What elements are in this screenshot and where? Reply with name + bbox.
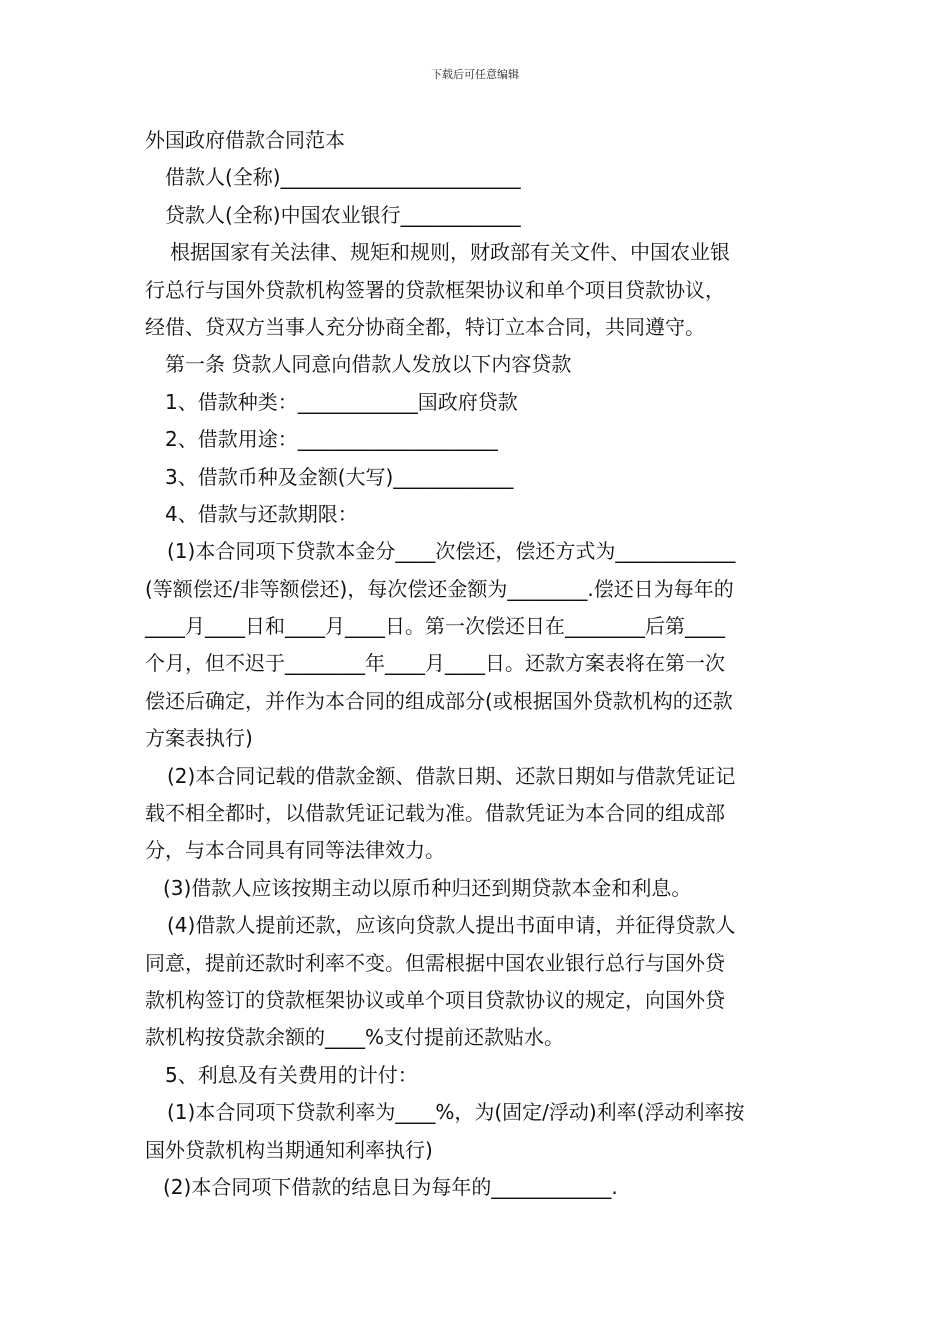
page-header: 下载后可任意编辑 [431, 68, 519, 81]
paragraph-line: (2)本合同项下借款的结息日为每年的____________. [163, 1174, 618, 1199]
paragraph-line: 国外贷款机构当期通知利率执行) [145, 1137, 433, 1162]
paragraph-line: 款机构签订的贷款框架协议或单个项目贷款协议的规定，向国外贷 [145, 987, 725, 1012]
paragraph-line: 根据国家有关法律、规矩和规则，财政部有关文件、中国农业银 [170, 240, 730, 265]
document-title: 外国政府借款合同范本 [145, 128, 345, 152]
paragraph-line: 行总行与国外贷款机构签署的贷款框架协议和单个项目贷款协议， [145, 277, 725, 302]
paragraph-line: (3)借款人应该按期主动以原币种归还到期贷款本金和利息。 [163, 875, 692, 900]
paragraph-line: 款机构按贷款余额的____%支付提前还款贴水。 [145, 1025, 565, 1050]
paragraph-line: 方案表执行) [145, 726, 253, 751]
paragraph-line: (1)本合同项下贷款利率为____%，为(固定/浮动)利率(浮动利率按 [167, 1100, 745, 1125]
list-item: 2、借款用途：____________________ [165, 427, 498, 452]
lender-line: 贷款人(全称)中国农业银行____________ [165, 202, 521, 227]
paragraph-line: 经借、贷双方当事人充分协商全都，特订立本合同，共同遵守。 [145, 314, 705, 339]
article-heading: 第一条 贷款人同意向借款人发放以下内容贷款 [165, 352, 572, 377]
list-item: 5、利息及有关费用的计付： [165, 1062, 418, 1087]
document-body [145, 122, 810, 1206]
list-item: 4、借款与还款期限： [165, 501, 358, 526]
paragraph-line: 分，与本合同具有同等法律效力。 [145, 838, 445, 863]
paragraph-line: (1)本合同项下贷款本金分____次偿还，偿还方式为____________ [167, 539, 736, 564]
paragraph-line: (2)本合同记载的借款金额、借款日期、还款日期如与借款凭证记 [167, 763, 736, 788]
paragraph-line: (等额偿还/非等额偿还)，每次偿还金额为________.偿还日为每年的 [145, 576, 734, 601]
list-item: 3、借款币种及金额(大写)____________ [165, 464, 514, 489]
paragraph-line: ____月____日和____月____日。第一次偿还日在________后第____ [145, 614, 725, 639]
paragraph-line: 偿还后确定，并作为本合同的组成部分(或根据国外贷款机构的还款 [145, 688, 733, 713]
paragraph-line: 同意，提前还款时利率不变。但需根据中国农业银行总行与国外贷 [145, 950, 725, 975]
paragraph-line: (4)借款人提前还款，应该向贷款人提出书面申请，并征得贷款人 [167, 913, 736, 938]
paragraph-line: 个月，但不迟于________年____月____日。还款方案表将在第一次 [145, 651, 725, 676]
borrower-line: 借款人(全称)________________________ [165, 165, 521, 190]
paragraph-line: 载不相全都时，以借款凭证记载为准。借款凭证为本合同的组成部 [145, 801, 725, 826]
list-item: 1、借款种类：____________国政府贷款 [165, 389, 518, 414]
